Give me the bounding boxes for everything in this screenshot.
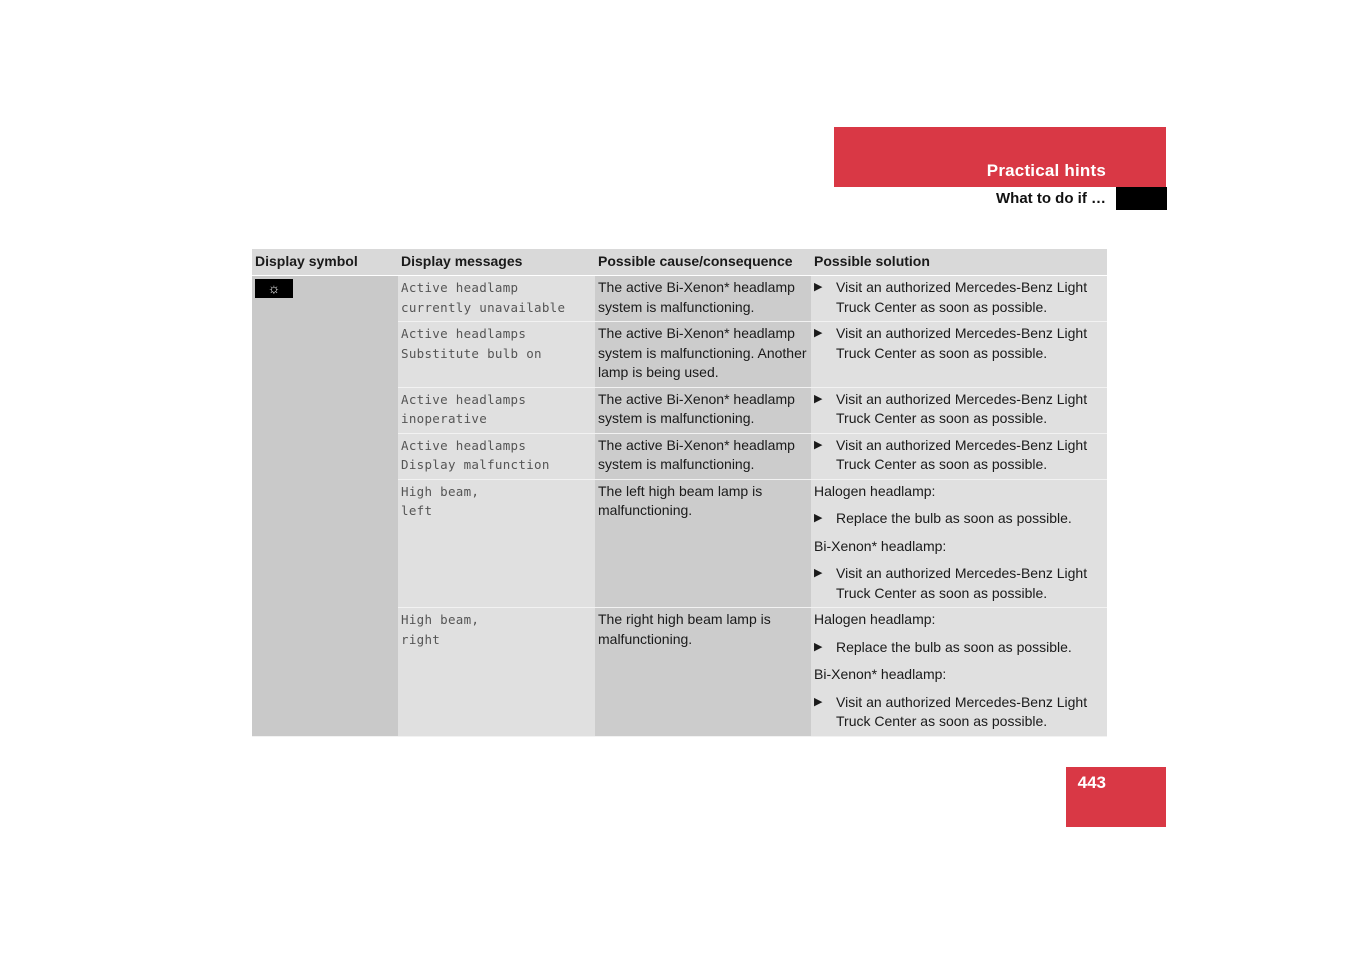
display-message-cell [398,479,595,608]
display-message-cell [398,608,595,737]
solution-cell [811,608,1107,737]
display-message-line: Active headlamps [401,437,527,453]
bi-xenon-headlamp-label: Bi-Xenon* headlamp: [814,537,947,554]
bullet-arrow-icon: ▶ [814,327,823,339]
bullet-arrow-icon: ▶ [814,567,823,579]
solution-text: Visit an authorized Mercedes-Benz Light Truck Center as soon as possible. [836,693,1088,729]
bullet-arrow-icon: ▶ [814,695,823,708]
display-message-cell [398,276,595,322]
cause-cell: The left high beam lamp is malfunctioning. [595,479,811,608]
solution-step [814,638,1104,658]
table-row [252,276,1107,322]
cause-cell: The active Bi-Xenon* headlamp system is malfunctioning. [595,387,811,433]
display-message-line: Substitute bulb on [401,345,542,361]
display-message-line: High beam, [401,483,480,499]
subsection-title: What to do if … [996,190,1106,207]
display-message-line: High beam, [401,612,480,627]
solution-text: Visit an authorized Mercedes-Benz Light Truck Center as soon as possible. [836,279,1088,315]
solution-cell [811,322,1107,388]
column-header-display-symbol: Display symbol [252,249,398,276]
column-header-possible-solution: Possible solution [811,249,1107,276]
solution-cell [811,387,1107,433]
solution-text: Visit an authorized Mercedes-Benz Light Truck Center as soon as possible. [836,436,1088,472]
display-message-line: currently unavailable [401,299,566,315]
solution-step [814,564,1104,603]
page-number: 443 [1077,773,1106,792]
display-message-line: left [401,503,433,518]
bullet-arrow-icon: ▶ [814,438,823,451]
halogen-headlamp-label: Halogen headlamp: [814,482,936,499]
hints-table [252,249,1107,737]
headlamp-warning-icon: ☼ [255,279,293,298]
bullet-arrow-icon: ▶ [814,640,823,653]
display-message-line: Display malfunction [401,457,550,472]
page-number-tab [1066,767,1166,827]
display-message-line: Active headlamps [401,391,527,407]
display-message-line: Active headlamps [401,326,527,341]
cause-cell: The active Bi-Xenon* headlamp system is malfunctioning. [595,276,811,322]
solution-cell [811,276,1107,322]
solution-text: Visit an authorized Mercedes-Benz Light Truck Center as soon as possible. [836,325,1088,361]
section-tab [834,127,1166,187]
section-marker [1116,187,1167,210]
display-message-line: inoperative [401,411,488,426]
display-message-cell [398,387,595,433]
solution-step [814,693,1104,732]
display-message-cell [398,322,595,388]
solution-step [814,278,1104,317]
solution-text: Visit an authorized Mercedes-Benz Light Truck Center as soon as possible. [836,390,1088,426]
display-message-cell [398,433,595,479]
bullet-arrow-icon: ▶ [814,281,823,293]
solution-text: Replace the bulb as soon as possible. [836,638,1072,655]
solution-step [814,390,1104,429]
display-symbol-cell [252,276,398,737]
column-header-display-messages: Display messages [398,249,595,276]
display-message-line: right [401,631,441,647]
solution-step [814,436,1104,475]
solution-text: Visit an authorized Mercedes-Benz Light Truck Center as soon as possible. [836,565,1088,601]
solution-cell [811,479,1107,608]
bullet-arrow-icon: ▶ [814,392,823,405]
solution-text: Replace the bulb as soon as possible. [836,510,1072,526]
table-header-row [252,249,1107,276]
bi-xenon-headlamp-label: Bi-Xenon* headlamp: [814,666,947,682]
solution-step [814,509,1104,529]
solution-cell [811,433,1107,479]
section-title: Practical hints [986,161,1106,180]
display-message-line: Active headlamp [401,280,519,295]
cause-cell: The active Bi-Xenon* headlamp system is malfunctioning. [595,433,811,479]
cause-cell: The right high beam lamp is malfunctioning. [595,608,811,737]
column-header-possible-cause: Possible cause/consequence [595,249,811,276]
halogen-headlamp-label: Halogen headlamp: [814,611,936,627]
solution-step [814,324,1104,363]
cause-cell: The active Bi-Xenon* headlamp system is malfunctioning. Another lamp is being used. [595,322,811,388]
bullet-arrow-icon: ▶ [814,512,823,524]
